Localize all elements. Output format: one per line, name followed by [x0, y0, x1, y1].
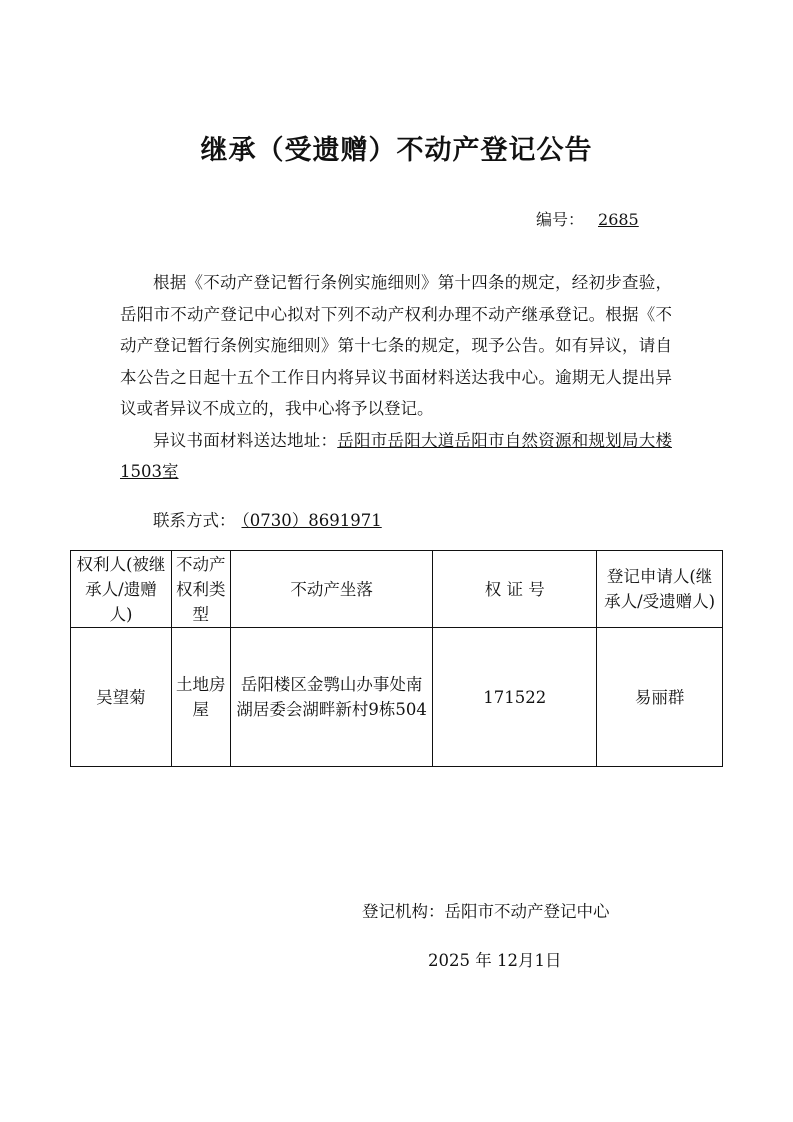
- notice-title: 继承（受遗赠）不动产登记公告: [200, 135, 593, 166]
- header-type: 不动产权利类型: [171, 551, 230, 628]
- address-paragraph: [120, 425, 672, 488]
- cell-applicant: 易丽群: [597, 628, 723, 767]
- header-owner: 权利人(被继承人/遗赠人): [71, 551, 172, 628]
- table-row: [71, 628, 723, 767]
- contact-line: [153, 507, 402, 531]
- cell-owner: 吴望菊: [71, 628, 172, 767]
- signature-date: 2025 年 12月1日: [428, 951, 562, 970]
- contact-label: 联系方式：: [153, 511, 236, 530]
- notice-paragraph: 根据《不动产登记暂行条例实施细则》第十四条的规定，经初步查验，岳阳市不动产登记中心拟对下列不动产权利办理不动产继承登记。根据《不动产登记暂行条例实施细则》第十七条的规定，现予公告。如有异议，请自本公告之日起十五个工作日内将异议书面材料送达我中心。逾期无人提出异议或者异议不成立的，我中心将予以登记。: [120, 273, 672, 418]
- contact-phone: （0730）8691971: [241, 511, 382, 530]
- cell-location: 岳阳楼区金鹗山办事处南湖居委会湖畔新村9栋504: [230, 628, 433, 767]
- address-value: 岳阳市岳阳大道岳阳市自然资源和规划局大楼1503室: [120, 430, 672, 481]
- header-location: 不动产坐落: [230, 551, 433, 628]
- table-header-row: [71, 551, 723, 628]
- number-label: 编号：: [536, 210, 585, 229]
- number-value: 2685: [598, 210, 639, 229]
- cell-cert: 171522: [433, 628, 597, 767]
- header-cert: 权 证 号: [433, 551, 597, 628]
- notice-number: [536, 207, 639, 230]
- cell-type: 土地房屋: [171, 628, 230, 767]
- signature-org: 登记机构：岳阳市不动产登记中心: [362, 902, 610, 921]
- registration-table: [70, 550, 723, 767]
- address-label: 异议书面材料送达地址：: [153, 430, 338, 450]
- notice-body: [120, 267, 672, 488]
- header-applicant: 登记申请人(继承人/受遗赠人): [597, 551, 723, 628]
